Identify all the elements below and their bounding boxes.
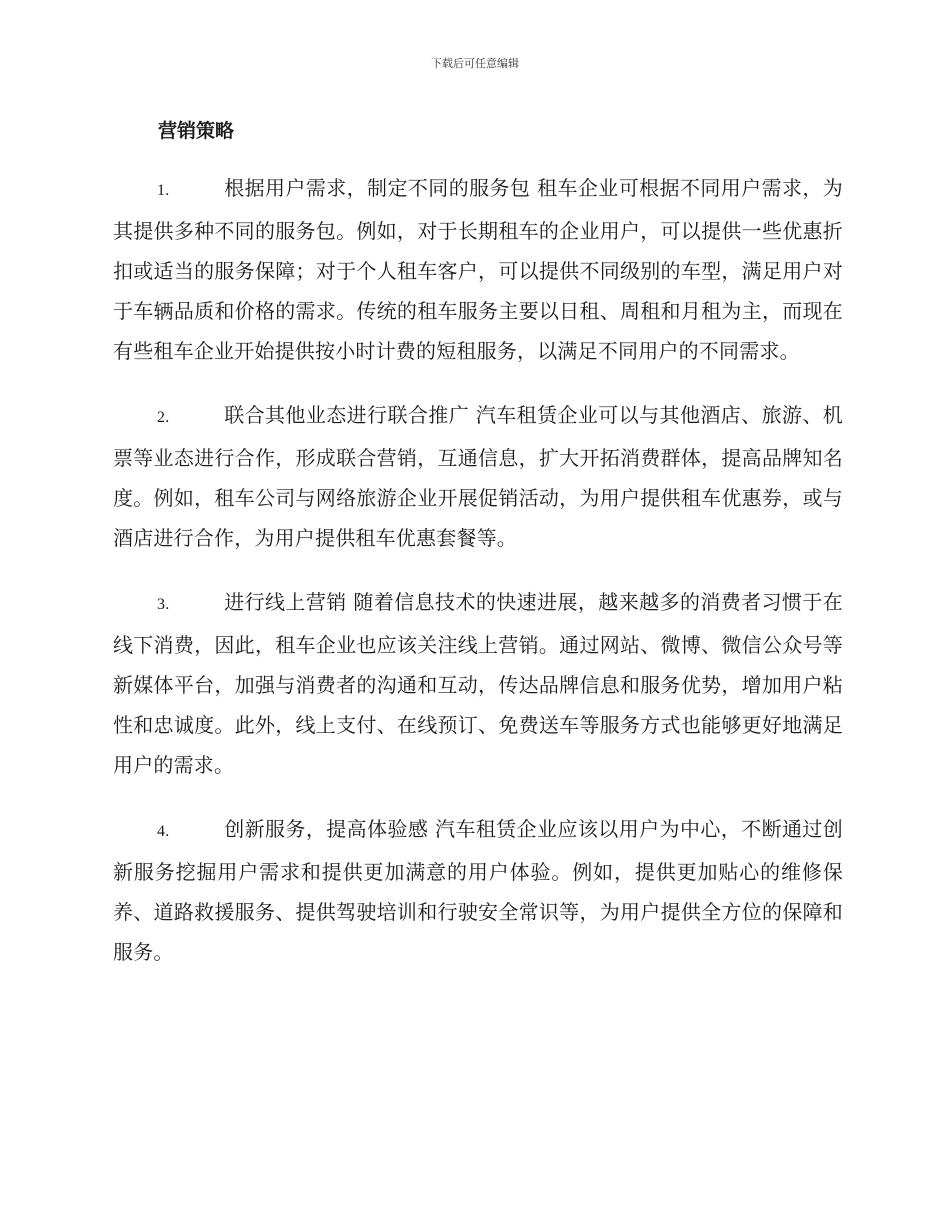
paragraph-number: 3. [157,596,170,613]
document-body [113,168,843,996]
paragraph-1 [113,168,843,371]
paragraph-2 [113,395,843,558]
paragraph-text: 创新服务，提高体验感 汽车租赁企业应该以用户为中心，不断通过创新服务挖掘用户需求和提供更加满意的用户体验。例如，提供更加贴心的维修保养、道路救援服务、提供驾驶培训和行驶安全常识等，为用户提供全方位的保障和服务。 [113,817,843,964]
paragraph-text: 进行线上营销 随着信息技术的快速进展，越来越多的消费者习惯于在线下消费，因此，租车企业也应该关注线上营销。通过网站、微博、微信公众号等新媒体平台，加强与消费者的沟通和互动，传达品牌信息和服务优势，增加用户粘性和忠诚度。此外，线上支付、在线预订、免费送车等服务方式也能够更好地满足用户的需求。 [113,590,843,777]
paragraph-number: 4. [157,823,170,840]
paragraph-4 [113,809,843,972]
paragraph-text: 联合其他业态进行联合推广 汽车租赁企业可以与其他酒店、旅游、机票等业态进行合作，形成联合营销，互通信息，扩大开拓消费群体，提高品牌知名度。例如，租车公司与网络旅游企业开展促销活动，为用户提供租车优惠券，或与酒店进行合作，为用户提供租车优惠套餐等。 [113,403,843,550]
document-title: 营销策略 [158,120,235,142]
paragraph-3 [113,582,843,785]
paragraph-number: 1. [157,182,170,199]
page-header: 下载后可任意编辑 [431,57,519,70]
paragraph-text: 根据用户需求，制定不同的服务包 租车企业可根据不同用户需求，为其提供多种不同的服务包。例如，对于长期租车的企业用户，可以提供一些优惠折扣或适当的服务保障；对于个人租车客户，可以提供不同级别的车型，满足用户对于车辆品质和价格的需求。传统的租车服务主要以日租、周租和月租为主，而现在有些租车企业开始提供按小时计费的短租服务，以满足不同用户的不同需求。 [113,176,843,363]
paragraph-number: 2. [157,409,170,426]
